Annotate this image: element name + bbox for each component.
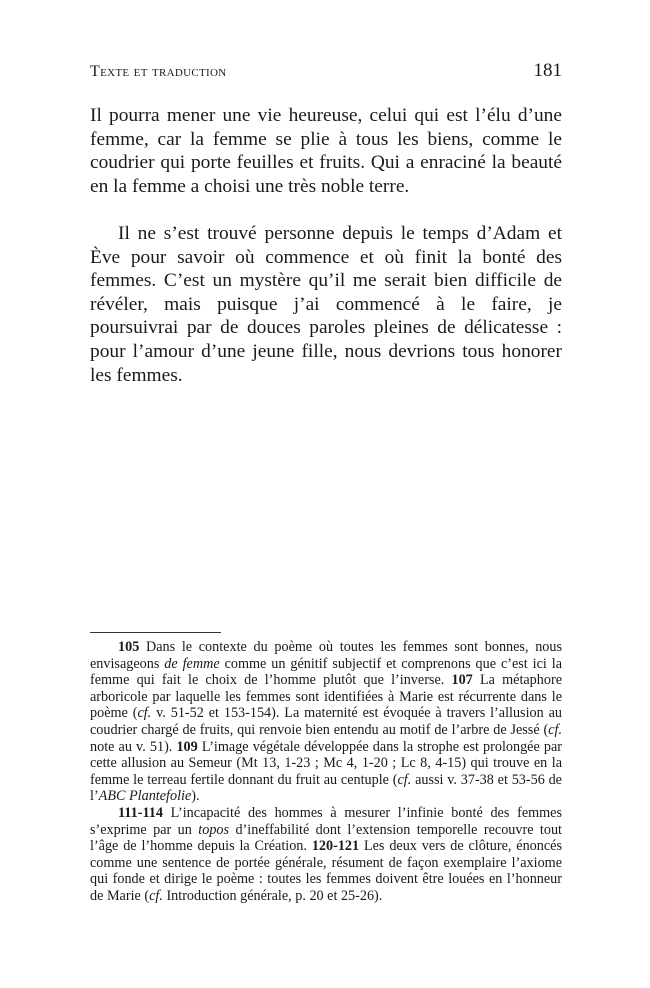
- footnote-ref: 111-114: [118, 804, 163, 821]
- footnote-ref: 109: [176, 738, 198, 755]
- footnote-text: Les deux vers de clôture, énoncés comme une sentence de portée générale, résument de façon exemplaire l’axiome qui fonde et dirige le poème : toutes les femmes doivent être louées en l’honneur de Marie (: [90, 838, 562, 904]
- footnotes: [90, 639, 562, 905]
- stanza-paragraph: Il ne s’est trouvé personne depuis le temps d’Adam et Ève pour savoir où commence et où finit la bonté des femmes. C’est un mystère qu’il me serait bien difficile de révéler, mais puisque j’ai commencé à le faire, je poursuivrai par de douces paroles pleines de délicatesse : pour l’amour d’une jeune fille, nous devrions tous honorer les femmes.: [90, 222, 562, 386]
- footnote-text: L’incapacité des hommes à mesurer l’infinie bonté des femmes s’exprime par un: [90, 804, 562, 838]
- footnote-paragraph: [90, 639, 562, 805]
- footnote-text: v. 51-52 et 153-154). La maternité est évoquée à travers l’allusion au coudrier chargé de fruits, qui renvoie bien entendu au motif de l’arbre de Jessé (: [90, 705, 562, 738]
- footnote-ref: 120-121: [311, 838, 360, 855]
- footnote-ref: 105: [118, 639, 140, 655]
- footnote-text: comme un génitif subjectif et comprenons que c’est ici la femme qui fait le choix de l’homme plutôt que l’inverse.: [90, 655, 563, 689]
- running-title: Texte et traduction: [90, 63, 227, 80]
- footnote-italic: de femme: [164, 655, 220, 672]
- footnote-text: note au v. 51).: [90, 738, 177, 755]
- footnote-text: ).: [191, 788, 200, 805]
- footnote-italic: cf.: [137, 705, 152, 722]
- footnote-italic: topos: [198, 821, 230, 838]
- footnote-italic: cf.: [397, 771, 412, 788]
- footnote-ref: 107: [451, 672, 473, 689]
- footnote-text: Introduction générale, p. 20 et 25-26).: [162, 887, 383, 904]
- footnote-text: La métaphore arboricole par laquelle les femmes sont identifiées à Marie est récurrente dans le poème (: [90, 672, 562, 722]
- translation-text: [90, 104, 562, 387]
- footnote-text: L’image végétale développée dans la strophe est prolongée par cette allusion au Semeur (Mt 13, 1-23 ; Mc 4, 1-20 ; Lc 8, 4-15) qui trouve en la femme le terreau fertile donnant du fruit au centuple (: [90, 738, 562, 788]
- footnote-italic: cf.: [149, 887, 163, 904]
- footnote-paragraph: [90, 805, 562, 905]
- footnote-text: Dans le contexte du poème où toutes les femmes sont bonnes, nous envisageons: [90, 639, 562, 672]
- stanza-paragraph: Il pourra mener une vie heureuse, celui qui est l’élu d’une femme, car la femme se plie à tous les biens, comme le coudrier qui porte feuilles et fruits. Qui a enraciné la beauté en la femme a choisi une très noble terre.: [90, 105, 562, 197]
- footnote-text: d’ineffabilité dont l’extension temporelle recouvre tout l’âge de l’homme depuis la Création.: [90, 821, 562, 855]
- footnote-text: aussi v. 37-38 et 53-56 de l’: [90, 771, 562, 805]
- footnote-italic: ABC Plantefolie: [98, 788, 192, 805]
- footnote-italic: cf.: [548, 721, 562, 738]
- page-number: 181: [533, 60, 562, 81]
- page-header: [90, 60, 562, 84]
- footnote-divider: [90, 632, 221, 633]
